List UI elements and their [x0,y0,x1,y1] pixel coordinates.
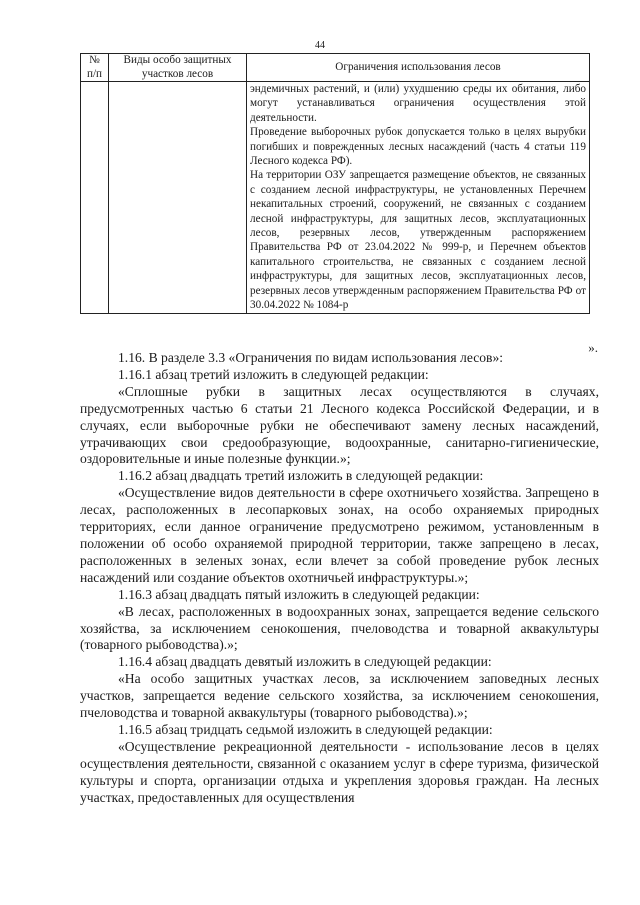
amendment-instruction: 1.16.2 абзац двадцать третий изложить в следующей редакции: [118,468,484,484]
amendment-text: «Сплошные рубки в защитных лесах осуществляются в случаях, предусмотренных частью 6 статьи 21 Лесного кодекса Российской Федерации, и в случаях, если выборочные рубки не обеспечивают замену лесных насаждений, утрачивающих свои средообразующие, водоохранные, санитарно-гигиенические, оздоровительные и иные полезные функции.»; [80,383,599,467]
amendment-instruction: 1.16.5 абзац тридцать седьмой изложить в следующей редакции: [118,721,493,737]
document-body [80,350,599,806]
amendment-text: «Осуществление рекреационной деятельности - использование лесов в целях осуществления деятельности, связанной с оказанием услуг в сфере туризма, физической культуры и спорта, организации отдыха и укрепления здоровья граждан. На лесных участках, предоставленных для осуществления [80,738,599,805]
restrictions-table [80,53,590,314]
amendment-text: «Осуществление видов деятельности в сфере охотничьего хозяйства. Запрещено в лесах, расположенных в лесопарковых зонах, на особо охраняемых природных территориях, если данное ограничение предусмотрено режимом, установленным в положении об особо охраняемой природной территории, также запрещено в лесах, расположенных в зеленых зонах, если влечет за собой проведение рубок лесных насаждений или создание объектов охотничьей инфраструктуры.»; [80,485,599,585]
table-closing-mark: ». [588,340,598,355]
restriction-paragraph: На территории ОЗУ запрещается размещение объектов, не связанных с созданием лесной инфраструктуры, не установленных Перечнем некапитальных строений, сооружений, не связанных с созданием лесной инфраструктуры, для защитных лесов, эксплуатационных лесов, резервных лесов, утвержденным распоряжением Правительства РФ от 23.04.2022 № 999-р, и Перечнем объектов капитального строительства, не связанных с созданием лесной инфраструктуры, для защитных лесов, эксплуатационных лесов, резервных лесов утвержденным распоряжением Правительства РФ от 30.04.2022 № 1084-р [250,169,586,312]
header-forest-type: Виды особо защитных участков лесов [109,54,247,82]
amendment-text: «В лесах, расположенных в водоохранных зонах, запрещается ведение сельского хозяйства, за исключением сенокошения, пчеловодства и товарной аквакультуры (товарного рыбоводства).»; [80,603,599,653]
header-restrictions: Ограничения использования лесов [247,54,590,82]
cell-number [81,82,109,314]
amendment-instruction: 1.16.4 абзац двадцать девятый изложить в следующей редакции: [118,654,492,670]
header-number: № п/п [81,54,109,82]
restriction-paragraph: Проведение выборочных рубок допускается только в целях вырубки погибших и поврежденных лесных насаждений (часть 4 статьи 119 Лесного кодекса РФ). [250,126,586,168]
page-number: 44 [315,40,325,51]
cell-forest-type [109,82,247,314]
restriction-paragraph: эндемичных растений, и (или) ухудшению среды их обитания, либо могут устанавливаться ограничения осуществления этой деятельности. [250,83,586,124]
cell-restrictions [247,82,590,314]
table-header-row [81,54,590,82]
amendment-instruction: 1.16.3 абзац двадцать пятый изложить в следующей редакции: [118,586,480,602]
section-heading: 1.16. В разделе 3.3 «Ограничения по видам использования лесов»: [118,350,504,365]
amendment-instruction: 1.16.1 абзац третий изложить в следующей редакции: [118,366,429,382]
amendment-text: «На особо защитных участках лесов, за исключением заповедных лесных участков, запрещается ведение сельского хозяйства, за исключением сенокошения, пчеловодства и товарной аквакультуры (товарного рыбоводства).»; [80,671,599,721]
table-row [81,82,590,314]
